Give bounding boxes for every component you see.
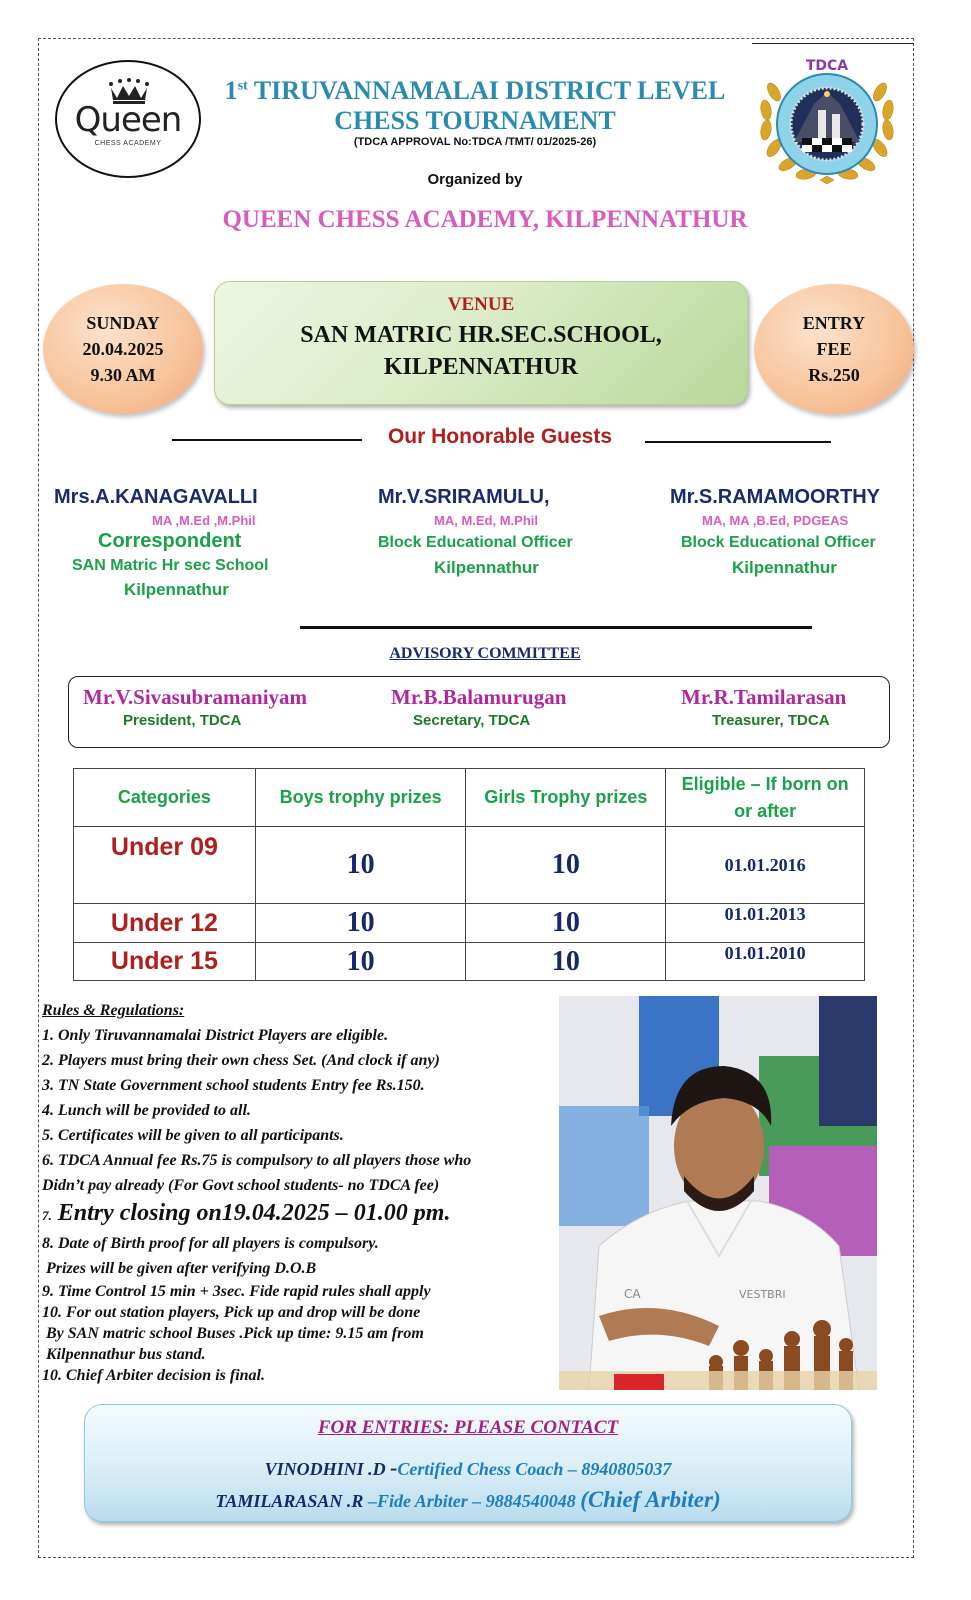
- title-text: TIRUVANNAMALAI DISTRICT LEVEL: [247, 76, 726, 105]
- girls-prizes-cell: 10: [466, 943, 666, 981]
- guest-name: Mr.S.RAMAMOORTHY: [670, 486, 880, 508]
- guest-name: Mrs.A.KANAGAVALLI: [54, 486, 258, 508]
- event-date: 20.04.2025: [82, 339, 164, 359]
- member-role: Treasurer, TDCA: [712, 712, 830, 729]
- guest-place: Kilpennathur: [732, 558, 837, 577]
- contact-name: VINODHINI .D: [264, 1459, 391, 1479]
- boys-prizes-cell: 10: [255, 904, 466, 943]
- shirt-logo-left: CA: [624, 1287, 641, 1301]
- guest-card: [360, 486, 620, 578]
- header-eligibility: Eligible – If born on or after: [666, 769, 865, 827]
- member-name: Mr.R.Tamilarasan: [681, 685, 847, 709]
- born-after-cell: 01.01.2016: [666, 827, 865, 904]
- venue-label: VENUE: [447, 294, 515, 315]
- venue-name: SAN MATRIC HR.SEC.SCHOOL,: [300, 322, 662, 348]
- event-time: 9.30 AM: [90, 365, 156, 385]
- rule-item-entry-closing: [42, 1198, 557, 1231]
- header-rule: [752, 43, 914, 44]
- venue-box: [214, 281, 748, 405]
- header-categories: Categories: [74, 769, 256, 827]
- rule-item: 8. Date of Birth proof for all players is compulsory.: [42, 1235, 379, 1252]
- guest-card: [668, 486, 918, 578]
- prize-table: [73, 768, 865, 981]
- entry-fee-label-line2: FEE: [816, 339, 852, 359]
- boys-prizes-cell: 10: [255, 827, 466, 904]
- rule-item: 5. Certificates will be given to all participants.: [42, 1127, 344, 1144]
- girls-prizes-cell: 10: [466, 827, 666, 904]
- guest-name: Mr.V.SRIRAMULU,: [378, 486, 550, 508]
- chess-player-photo: [559, 996, 877, 1390]
- guest-role: Block Educational Officer: [378, 534, 573, 551]
- girls-prizes-cell: 10: [466, 904, 666, 943]
- rule-item: 4. Lunch will be provided to all.: [42, 1102, 251, 1119]
- guest-qualification: MA ,M.Ed ,M.Phil: [152, 513, 256, 528]
- contact-heading: FOR ENTRIES: PLEASE CONTACT: [317, 1417, 619, 1438]
- born-after-cell: 01.01.2010: [666, 943, 865, 981]
- rule-item-continued: Didn’t pay already (For Govt school students- no TDCA fee): [42, 1177, 440, 1194]
- rule-item: 6. TDCA Annual fee Rs.75 is compulsory to all players those who: [42, 1152, 472, 1169]
- queen-chess-academy-logo: [55, 60, 201, 178]
- contact-detail[interactable]: Certified Chess Coach – 8940805037: [397, 1459, 672, 1479]
- rule-item: 3. TN State Government school students Entry fee Rs.150.: [42, 1077, 425, 1094]
- advisory-committee-box: [68, 676, 890, 748]
- member-role: Secretary, TDCA: [413, 712, 531, 729]
- member-role: President, TDCA: [123, 712, 242, 729]
- guest-qualification: MA, MA ,B.Ed, PDGEAS: [702, 513, 849, 528]
- rule-item: 9. Time Control 15 min + 3sec. Fide rapid rules shall apply: [42, 1283, 431, 1300]
- queen-logo-subtitle: CHESS ACADEMY: [94, 140, 162, 147]
- rule-number: 7.: [42, 1208, 52, 1223]
- contact-separator: -: [390, 1455, 398, 1480]
- boys-prizes-cell: 10: [255, 943, 466, 981]
- table-row: [74, 943, 865, 981]
- category-cell: Under 09: [74, 827, 256, 904]
- contact-detail[interactable]: –Fide Arbiter – 9884540048: [367, 1491, 581, 1511]
- contact-arbiter: [85, 1487, 851, 1513]
- guest-qualification: MA, M.Ed, M.Phil: [434, 513, 538, 528]
- tdca-emblem: [754, 52, 900, 190]
- guest-place: Kilpennathur: [124, 580, 229, 599]
- advisory-heading: ADVISORY COMMITTEE: [389, 645, 581, 662]
- venue-town: KILPENNATHUR: [383, 354, 579, 380]
- entry-fee-amount: Rs.250: [808, 365, 860, 385]
- category-cell: Under 15: [74, 943, 256, 981]
- member-name: Mr.V.Sivasubramaniyam: [83, 685, 308, 709]
- advisory-member: [83, 685, 353, 729]
- guest-card: [50, 486, 330, 600]
- category-cell: Under 12: [74, 904, 256, 943]
- rule-item: 10. Chief Arbiter decision is final.: [42, 1367, 265, 1384]
- approval-number: (TDCA APPROVAL No:TDCA /TMT/ 01/2025-26): [353, 136, 597, 148]
- title-ordinal: 1: [224, 76, 238, 105]
- advisory-member: [681, 685, 881, 729]
- guests-heading: Our Honorable Guests: [387, 425, 613, 448]
- header-boys-prizes: Boys trophy prizes: [255, 769, 466, 827]
- contact-coach: [85, 1455, 851, 1481]
- title-ordinal-suffix: st: [237, 78, 248, 94]
- organized-by-label: Organized by: [427, 171, 523, 188]
- member-name: Mr.B.Balamurugan: [391, 685, 567, 709]
- tournament-title-line2: CHESS TOURNAMENT: [334, 106, 616, 135]
- born-after-cell: 01.01.2013: [666, 904, 865, 943]
- header-girls-prizes: Girls Trophy prizes: [466, 769, 666, 827]
- rule-item: 2. Players must bring their own chess Set. (And clock if any): [42, 1052, 440, 1069]
- rules-section: [42, 998, 557, 1386]
- guest-role: Block Educational Officer: [681, 534, 876, 551]
- section-divider: [300, 626, 812, 629]
- rule-item-continued: By SAN matric school Buses .Pick up time: 9.15 am from: [42, 1325, 424, 1342]
- entry-fee-badge: [754, 284, 914, 414]
- table-header-row: [74, 769, 865, 827]
- entry-fee-label-line1: ENTRY: [802, 313, 866, 333]
- guest-organization: SAN Matric Hr sec School: [72, 557, 269, 574]
- player-illustration: [559, 996, 877, 1390]
- divider-right: [645, 441, 831, 443]
- queen-logo-word: Queen: [74, 100, 182, 140]
- advisory-member: [391, 685, 611, 729]
- organizer-name: QUEEN CHESS ACADEMY, KILPENNATHUR: [222, 206, 748, 233]
- guest-place: Kilpennathur: [434, 558, 539, 577]
- contact-role-note: (Chief Arbiter): [580, 1487, 721, 1512]
- contact-name: TAMILARASAN .R: [215, 1491, 368, 1511]
- event-day: SUNDAY: [86, 313, 160, 333]
- shirt-logo-right: VESTBRI: [739, 1288, 786, 1301]
- table-row: [74, 827, 865, 904]
- rules-heading: Rules & Regulations:: [42, 1002, 185, 1019]
- table-row: [74, 904, 865, 943]
- tournament-title-line1: [205, 76, 745, 106]
- rule-item: 10. For out station players, Pick up and drop will be done: [42, 1304, 421, 1321]
- rule-item-continued: Kilpennathur bus stand.: [42, 1346, 206, 1363]
- rule-item-continued: Prizes will be given after verifying D.O.B: [42, 1260, 317, 1277]
- divider-left: [172, 439, 362, 441]
- date-badge: [43, 284, 203, 414]
- contact-box: [84, 1404, 852, 1522]
- tdca-emblem-title: TDCA: [805, 58, 849, 74]
- rule-text: Entry closing on19.04.2025 – 01.00 pm.: [51, 1200, 451, 1226]
- guest-role: Correspondent: [98, 530, 242, 552]
- rule-item: 1. Only Tiruvannamalai District Players are eligible.: [42, 1027, 389, 1044]
